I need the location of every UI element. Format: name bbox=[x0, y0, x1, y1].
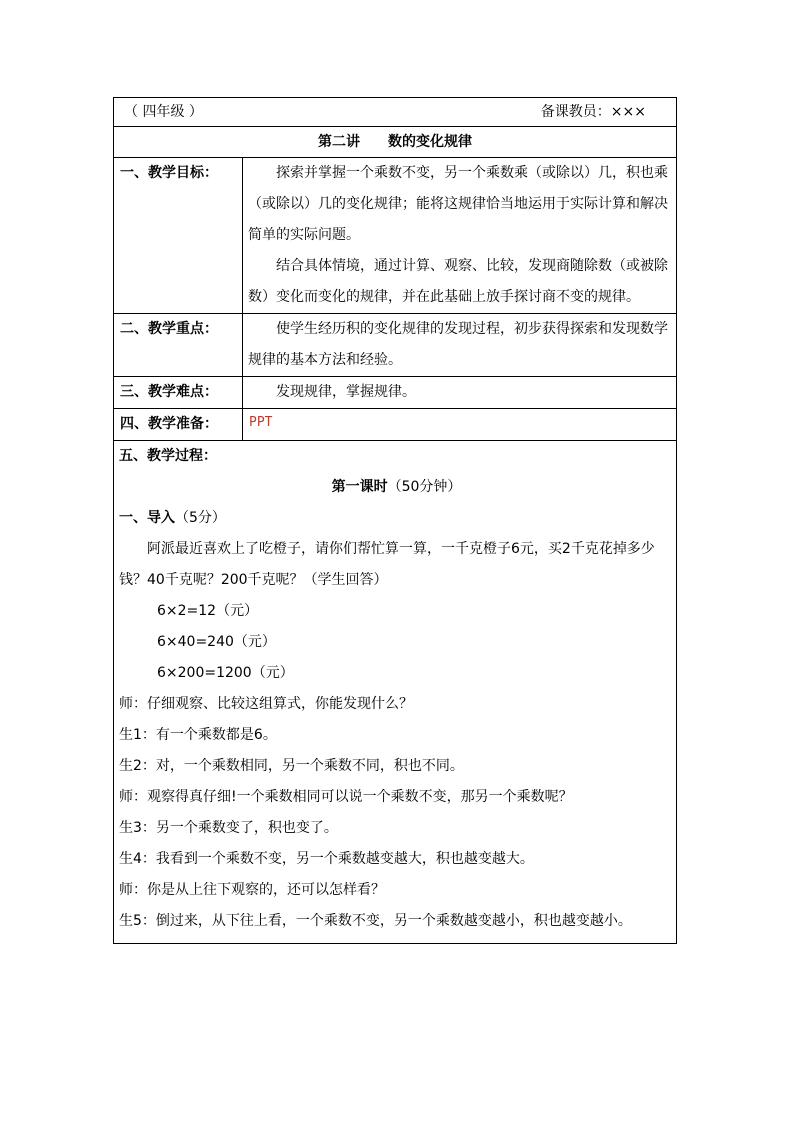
equation-line: 6×200=1200（元） bbox=[157, 665, 294, 681]
difficulties-text: 发现规律，掌握规律。 bbox=[276, 384, 416, 400]
goals-row bbox=[114, 158, 677, 314]
difficulties-row bbox=[114, 377, 677, 409]
dialogue-line: 生1：有一个乘数都是6。 bbox=[119, 727, 277, 743]
preparation-label: 四、教学准备： bbox=[114, 409, 243, 441]
process-row bbox=[114, 441, 677, 944]
intro-title: 一、导入 bbox=[119, 510, 175, 526]
preparation-row bbox=[114, 409, 677, 441]
period-duration: （50分钟） bbox=[387, 479, 462, 495]
dialogue-line: 师：仔细观察、比较这组算式，你能发现什么？ bbox=[119, 696, 413, 712]
intro-text: 阿派最近喜欢上了吃橙子，请你们帮忙算一算，一千克橙子6元，买2千克花掉多少钱？40千克呢？200千克呢？（学生回答） bbox=[119, 541, 655, 588]
equation-line: 6×2=12（元） bbox=[157, 603, 259, 619]
intro-duration: （5分） bbox=[175, 510, 226, 526]
header-row bbox=[114, 98, 677, 127]
dialogue-line: 生3：另一个乘数变了，积也变了。 bbox=[119, 820, 338, 836]
key-points-row bbox=[114, 314, 677, 377]
goals-label: 一、教学目标： bbox=[114, 158, 243, 314]
grade-label: （ 四年级 ） bbox=[124, 104, 203, 120]
goals-paragraph-1: 探索并掌握一个乘数不变，另一个乘数乘（或除以）几，积也乘（或除以）几的变化规律；能将这规律恰当地运用于实际计算和解决简单的实际问题。 bbox=[248, 165, 668, 243]
dialogue-line: 生2：对，一个乘数相同，另一个乘数不同，积也不同。 bbox=[119, 758, 464, 774]
lecture-topic: 数的变化规律 bbox=[388, 134, 472, 150]
title-row bbox=[114, 127, 677, 158]
period-title: 第一课时 bbox=[331, 479, 388, 495]
dialogue-line: 生4：我看到一个乘数不变，另一个乘数越变越大，积也越变越大。 bbox=[119, 851, 534, 867]
dialogue-line: 师：你是从上往下观察的，还可以怎样看？ bbox=[119, 882, 385, 898]
preparation-text: PPT bbox=[243, 409, 677, 441]
key-points-label: 二、教学重点： bbox=[114, 314, 243, 377]
lecture-number: 第二讲 bbox=[318, 134, 360, 150]
dialogue-line: 师：观察得真仔细!一个乘数相同可以说一个乘数不变，那另一个乘数呢？ bbox=[119, 789, 573, 805]
goals-paragraph-2: 结合具体情境，通过计算、观察、比较，发现商随除数（或被除数）变化而变化的规律，并在此基础上放手探讨商不变的规律。 bbox=[248, 258, 668, 305]
teacher-label: 备课教员：××× bbox=[540, 104, 646, 120]
dialogue-line: 生5：倒过来，从下往上看，一个乘数不变，另一个乘数越变越小，积也越变越小。 bbox=[119, 913, 632, 929]
period-heading bbox=[119, 472, 674, 503]
intro-heading bbox=[119, 503, 674, 534]
equation-line: 6×40=240（元） bbox=[157, 634, 276, 650]
difficulties-label: 三、教学难点： bbox=[114, 377, 243, 409]
lesson-plan-table bbox=[113, 97, 677, 944]
key-points-text: 使学生经历积的变化规律的发现过程，初步获得探索和发现数学规律的基本方法和经验。 bbox=[248, 321, 668, 368]
process-label: 五、教学过程： bbox=[119, 448, 217, 464]
